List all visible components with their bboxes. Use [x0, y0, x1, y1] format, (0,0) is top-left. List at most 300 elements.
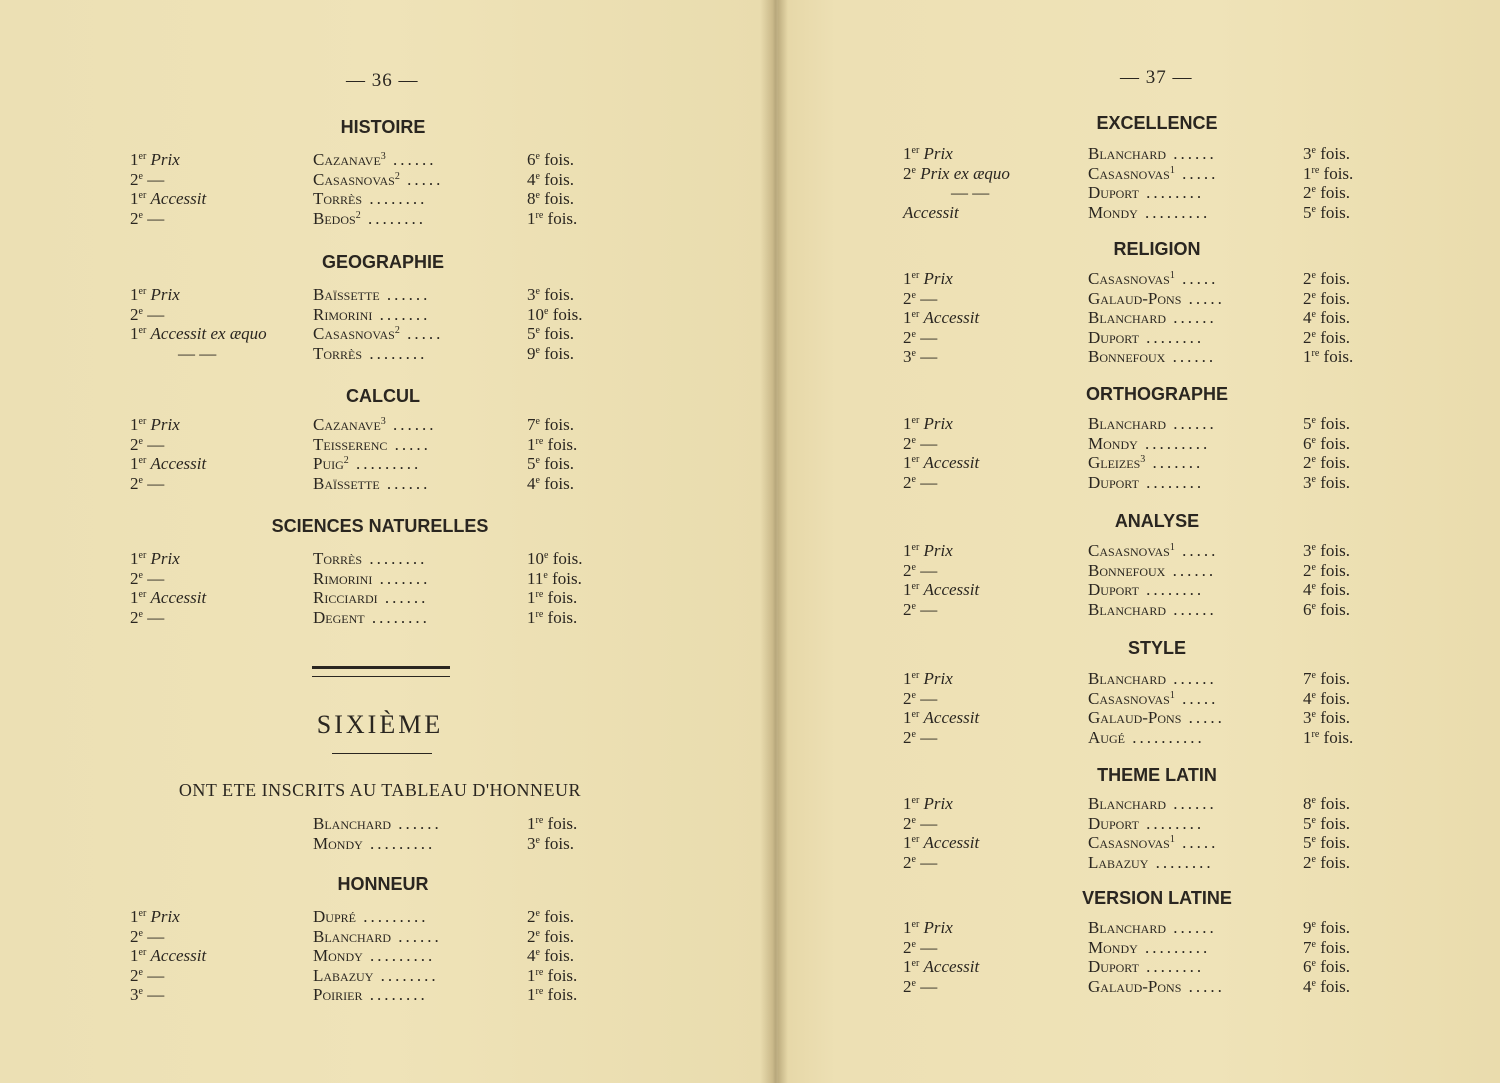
rank-suffix: e — [138, 569, 143, 581]
count-number: 2 — [1303, 327, 1312, 347]
student-name — [313, 189, 427, 209]
times-count — [1303, 414, 1350, 434]
award-row — [903, 328, 1373, 348]
award-label: — — [147, 926, 165, 946]
student-name — [1088, 328, 1204, 348]
rank-suffix: er — [138, 286, 147, 297]
rank-suffix: er — [911, 795, 920, 806]
times-count — [1303, 183, 1350, 203]
rank-suffix: er — [911, 670, 920, 681]
times-count — [1303, 453, 1350, 473]
name-footnote: 2 — [394, 325, 400, 337]
award-row — [130, 344, 600, 364]
student-name-text: Bonnefoux — [1088, 347, 1166, 367]
count-number: 2 — [1303, 183, 1312, 203]
rank-number: 2 — [903, 852, 912, 872]
fois-word: fois. — [544, 189, 574, 209]
count-number: 6 — [1303, 599, 1312, 619]
student-name-text: Augé — [1088, 727, 1125, 747]
count-number: 11 — [527, 568, 544, 588]
count-number: 3 — [1303, 144, 1312, 163]
times-count — [1303, 308, 1350, 328]
name-footnote: 2 — [394, 170, 400, 182]
count-number: 3 — [527, 285, 536, 304]
rank-suffix: e — [911, 728, 916, 740]
student-name — [1088, 814, 1204, 834]
rank-number: 2 — [903, 288, 912, 308]
rank-number: 1 — [903, 144, 912, 163]
award-rank — [130, 588, 206, 608]
rank-suffix: er — [138, 416, 147, 427]
rank-suffix: e — [138, 170, 143, 182]
leader-dots: ..... — [399, 324, 444, 344]
page-number-left: — 36 — — [346, 70, 419, 91]
student-name — [1088, 183, 1204, 203]
count-number: 5 — [527, 324, 536, 344]
award-label: Accessit — [923, 708, 980, 728]
count-suffix: e — [535, 344, 540, 356]
fois-word: fois. — [1320, 918, 1350, 937]
count-suffix: e — [1311, 184, 1316, 196]
leader-dots: ...... — [1166, 599, 1217, 619]
rank-suffix: er — [138, 151, 147, 162]
fois-word: fois. — [1320, 669, 1350, 688]
award-row — [903, 561, 1373, 581]
count-number: 4 — [1303, 976, 1312, 996]
rank-suffix: er — [138, 947, 147, 959]
fois-word: fois. — [547, 208, 578, 228]
times-count — [1303, 977, 1350, 997]
student-name-text: Blanchard — [1088, 918, 1167, 937]
fois-word: fois. — [547, 965, 578, 985]
rank-number: 1 — [130, 907, 139, 926]
fois-word: fois. — [1320, 937, 1350, 957]
count-suffix: e — [535, 151, 540, 162]
award-label: Prix — [150, 907, 180, 926]
leader-dots: ..... — [399, 169, 444, 189]
award-row — [903, 183, 1373, 203]
award-rank — [903, 918, 953, 938]
times-count — [1303, 957, 1350, 977]
student-name-text: Cazanave — [313, 150, 381, 169]
count-suffix: re — [535, 589, 544, 601]
fois-word: fois. — [1320, 813, 1350, 833]
count-suffix: re — [1311, 728, 1320, 740]
fois-word: fois. — [544, 454, 574, 474]
count-suffix: e — [535, 170, 540, 182]
fois-word: fois. — [547, 985, 578, 1005]
times-count — [527, 608, 577, 628]
count-suffix: re — [535, 209, 544, 221]
section-sciences — [130, 549, 600, 627]
award-label: — — [920, 347, 938, 367]
award-row — [903, 453, 1373, 473]
student-name-text: Duport — [1088, 580, 1139, 600]
leader-dots: ......... — [348, 454, 422, 474]
student-name — [1088, 600, 1217, 620]
rank-suffix: e — [911, 164, 916, 176]
student-name — [1088, 853, 1214, 873]
rank-number: 1 — [903, 794, 912, 813]
student-name — [1088, 434, 1210, 454]
rank-suffix: er — [138, 325, 147, 337]
times-count — [527, 588, 577, 608]
rank-number: 1 — [130, 150, 139, 169]
student-name-text: Dupré — [313, 907, 356, 926]
rank-suffix: er — [911, 309, 920, 321]
fois-word: fois. — [1320, 794, 1350, 813]
award-rank — [903, 938, 937, 958]
award-label: Accessit ex æquo — [150, 324, 267, 344]
rank-suffix: e — [911, 561, 916, 573]
award-rank — [903, 414, 953, 434]
count-number: 3 — [1303, 708, 1312, 728]
award-label: — — [920, 813, 938, 833]
student-name-text: Blanchard — [1088, 794, 1167, 813]
award-label: — — [147, 607, 165, 627]
award-label: Accessit — [923, 957, 980, 977]
award-rank — [903, 308, 979, 328]
fois-word: fois. — [1320, 453, 1350, 473]
fois-word: fois. — [552, 568, 582, 588]
student-name — [1088, 289, 1225, 309]
rank-number: 2 — [130, 926, 139, 946]
student-name — [1088, 164, 1218, 184]
student-name-text: Casasnovas — [313, 324, 395, 344]
name-footnote: 1 — [1169, 689, 1175, 701]
award-label: — — [147, 985, 165, 1005]
fois-word: fois. — [1320, 144, 1350, 163]
fois-word: fois. — [544, 285, 574, 304]
award-row — [903, 794, 1373, 814]
leader-dots: ...... — [1165, 347, 1217, 367]
leader-dots: ......... — [1137, 937, 1211, 957]
award-rank — [903, 473, 937, 493]
award-label: — — [147, 434, 165, 454]
award-rank — [130, 285, 180, 305]
rank-suffix: e — [911, 689, 916, 701]
section-religion — [903, 269, 1373, 367]
leader-dots: ..... — [1174, 269, 1219, 288]
count-suffix: e — [535, 927, 540, 939]
double-rule — [312, 666, 450, 677]
times-count — [527, 569, 582, 589]
rank-suffix: e — [138, 209, 143, 221]
count-number: 1 — [1303, 347, 1312, 367]
section-title-honneur: HONNEUR — [337, 874, 429, 894]
student-name — [313, 344, 427, 364]
rank-number: 2 — [130, 568, 139, 588]
rank-number: 2 — [903, 433, 912, 453]
award-row — [130, 549, 600, 569]
leader-dots: ...... — [1166, 918, 1217, 937]
award-rank — [903, 347, 937, 367]
award-rank — [903, 434, 937, 454]
award-row — [903, 434, 1373, 454]
count-number: 7 — [1303, 669, 1312, 688]
leader-dots: ......... — [355, 907, 429, 926]
rank-suffix: e — [911, 977, 916, 989]
section-title-excellence: EXCELLENCE — [1096, 113, 1218, 133]
rank-number: 1 — [130, 285, 139, 304]
leader-dots: ..... — [1181, 708, 1225, 728]
leader-dots: ........ — [362, 343, 428, 363]
award-row — [903, 977, 1373, 997]
award-row — [903, 689, 1373, 709]
times-count — [1303, 689, 1350, 709]
student-name-text: Blanchard — [1088, 599, 1167, 619]
count-suffix: e — [1311, 542, 1316, 553]
times-count — [527, 435, 577, 455]
times-count — [1303, 289, 1350, 309]
times-count — [1303, 708, 1350, 728]
count-suffix: e — [1311, 795, 1316, 806]
fois-word: fois. — [1320, 472, 1350, 492]
student-name-text: Baïssette — [313, 285, 380, 304]
leader-dots: ...... — [1166, 414, 1217, 433]
times-count — [527, 834, 574, 854]
award-rank — [903, 814, 937, 834]
award-label: — — [920, 976, 938, 996]
times-count — [527, 907, 574, 927]
leader-dots: ...... — [391, 926, 442, 946]
award-label: Prix — [923, 144, 953, 163]
rank-suffix: e — [911, 600, 916, 612]
award-label: Accessit — [923, 833, 980, 853]
student-name — [313, 549, 427, 569]
count-suffix: re — [535, 435, 544, 447]
award-row — [903, 814, 1373, 834]
times-count — [1303, 473, 1350, 493]
rank-suffix: er — [138, 589, 147, 601]
student-name-text: Bedos — [313, 208, 356, 228]
times-count — [527, 415, 574, 435]
times-count — [1303, 541, 1350, 561]
rank-suffix: er — [911, 709, 920, 721]
award-rank — [951, 183, 989, 203]
rank-number: 2 — [903, 599, 912, 619]
award-label: Accessit — [923, 453, 980, 473]
student-name — [1088, 977, 1225, 997]
award-rank — [903, 453, 979, 473]
student-name — [1088, 957, 1204, 977]
count-suffix: e — [1311, 919, 1316, 930]
count-suffix: e — [535, 286, 540, 297]
count-number: 5 — [1303, 202, 1312, 222]
student-name-text: Bonnefoux — [1088, 560, 1166, 580]
count-suffix: e — [1311, 561, 1316, 573]
rank-number: 1 — [130, 324, 139, 344]
student-name-text: Casasnovas — [1088, 269, 1170, 288]
leader-dots: ..... — [387, 434, 431, 454]
award-row — [130, 985, 600, 1005]
times-count — [527, 305, 582, 325]
award-label: — — [147, 208, 165, 228]
student-name-text: Duport — [1088, 957, 1139, 977]
student-name-text: Blanchard — [1088, 144, 1167, 163]
count-number: 9 — [1303, 918, 1312, 937]
times-count — [1303, 328, 1350, 348]
award-rank — [903, 794, 953, 814]
award-label: — — [920, 327, 938, 347]
student-name-text: Labazuy — [313, 965, 374, 985]
fois-word: fois. — [1320, 327, 1350, 347]
count-number: 5 — [1303, 414, 1312, 433]
student-name — [1088, 269, 1218, 289]
student-name — [313, 209, 426, 229]
leader-dots: ..... — [1174, 688, 1219, 708]
section-theme-latin — [903, 794, 1373, 872]
award-rank — [903, 977, 937, 997]
count-suffix: e — [1311, 454, 1316, 466]
rank-number: 2 — [903, 976, 912, 996]
award-label: Prix — [150, 285, 180, 304]
rank-number: 2 — [903, 937, 912, 957]
count-number: 5 — [527, 454, 536, 474]
rank-suffix: e — [138, 474, 143, 486]
times-count — [527, 946, 574, 966]
rank-number: 2 — [903, 813, 912, 833]
leader-dots: ........ — [1148, 852, 1214, 872]
count-suffix: e — [1311, 814, 1316, 826]
award-rank — [130, 946, 206, 966]
rank-suffix: er — [911, 581, 920, 593]
award-label: — — [920, 688, 938, 708]
award-rank — [903, 580, 979, 600]
leader-dots: ..... — [1174, 163, 1219, 183]
award-rank — [130, 150, 180, 170]
rank-number: 2 — [903, 560, 912, 580]
count-number: 2 — [527, 926, 536, 946]
fois-word: fois. — [1320, 269, 1350, 288]
count-suffix: e — [1311, 709, 1316, 721]
section-title-religion: RELIGION — [1113, 239, 1201, 259]
student-name — [313, 985, 428, 1005]
award-rank — [130, 305, 164, 325]
fois-word: fois. — [544, 833, 574, 853]
student-name-text: Blanchard — [1088, 308, 1167, 328]
award-rank — [130, 454, 206, 474]
fois-word: fois. — [544, 324, 574, 344]
student-name-text: Galaud-Pons — [1088, 976, 1182, 996]
times-count — [1303, 938, 1350, 958]
count-suffix: e — [544, 550, 549, 561]
section-title-style: STYLE — [1127, 638, 1186, 658]
count-number: 3 — [1303, 541, 1312, 560]
times-count — [527, 344, 574, 364]
name-footnote: 1 — [1169, 542, 1175, 553]
student-name — [1088, 833, 1218, 853]
section-title-histoire: HISTOIRE — [340, 117, 426, 137]
count-suffix: re — [1311, 164, 1320, 176]
count-number: 3 — [527, 833, 536, 853]
leader-dots: ......... — [1137, 433, 1211, 453]
student-name-text: Torrès — [313, 189, 363, 209]
leader-dots: ...... — [377, 588, 429, 608]
count-suffix: e — [1311, 415, 1316, 426]
fois-word: fois. — [544, 473, 574, 493]
book-gutter — [760, 0, 788, 1083]
rank-suffix: er — [911, 415, 920, 426]
times-count — [1303, 203, 1350, 223]
fois-word: fois. — [1323, 163, 1354, 183]
award-row — [130, 608, 600, 628]
count-number: 1 — [527, 434, 536, 454]
rank-number: 1 — [130, 588, 139, 608]
award-rank — [130, 415, 180, 435]
fois-word: fois. — [1320, 580, 1350, 600]
student-name-text: Ricciardi — [313, 588, 378, 608]
section-honneur — [130, 907, 600, 1005]
student-name — [1088, 708, 1225, 728]
award-row — [903, 669, 1373, 689]
student-name — [313, 907, 428, 927]
award-rank — [130, 549, 180, 569]
times-count — [527, 454, 574, 474]
award-label: Prix — [150, 415, 180, 434]
count-number: 10 — [527, 549, 544, 568]
award-row — [903, 728, 1373, 748]
section-histoire — [130, 150, 600, 228]
rank-suffix: e — [138, 986, 143, 998]
award-rank — [903, 957, 979, 977]
award-rank — [903, 541, 953, 561]
leader-dots: ...... — [1166, 144, 1217, 163]
award-label: Prix ex æquo — [920, 163, 1010, 183]
fois-word: fois. — [1320, 541, 1350, 560]
fois-word: fois. — [1320, 288, 1350, 308]
times-count — [1303, 814, 1350, 834]
award-row — [130, 209, 600, 229]
count-suffix: e — [535, 834, 540, 846]
count-number: 6 — [1303, 957, 1312, 977]
award-row — [903, 289, 1373, 309]
award-label: Prix — [923, 414, 953, 433]
student-name-text: Casasnovas — [313, 169, 395, 189]
name-footnote: 3 — [380, 416, 386, 427]
leader-dots: ...... — [1166, 669, 1217, 688]
sixieme-title: SIXIÈME — [316, 710, 444, 739]
fois-word: fois. — [1320, 976, 1350, 996]
student-name-text: Blanchard — [1088, 669, 1167, 688]
section-title-theme-latin: THEME LATIN — [1097, 765, 1217, 785]
times-count — [1303, 669, 1350, 689]
award-label: — — [920, 852, 938, 872]
student-name-text: Rimorini — [313, 568, 373, 588]
rank-suffix: er — [911, 542, 920, 553]
rank-number: 2 — [903, 163, 912, 183]
award-label: Prix — [923, 918, 953, 937]
student-name — [1088, 453, 1203, 473]
leader-dots: ..... — [1181, 288, 1225, 308]
award-label: — — [147, 568, 165, 588]
times-count — [1303, 833, 1350, 853]
fois-word: fois. — [544, 415, 574, 434]
award-label: Prix — [923, 269, 953, 288]
award-rank — [903, 203, 959, 223]
award-rank — [130, 189, 206, 209]
student-name-text: Casasnovas — [1088, 541, 1170, 560]
count-number: 2 — [527, 907, 536, 926]
award-rank — [903, 269, 953, 289]
student-name — [313, 569, 430, 589]
count-suffix: e — [535, 325, 540, 337]
count-suffix: e — [1311, 270, 1316, 281]
rank-number: 1 — [130, 549, 139, 568]
award-rank — [130, 170, 164, 190]
student-name — [1088, 414, 1217, 434]
student-name — [1088, 918, 1217, 938]
